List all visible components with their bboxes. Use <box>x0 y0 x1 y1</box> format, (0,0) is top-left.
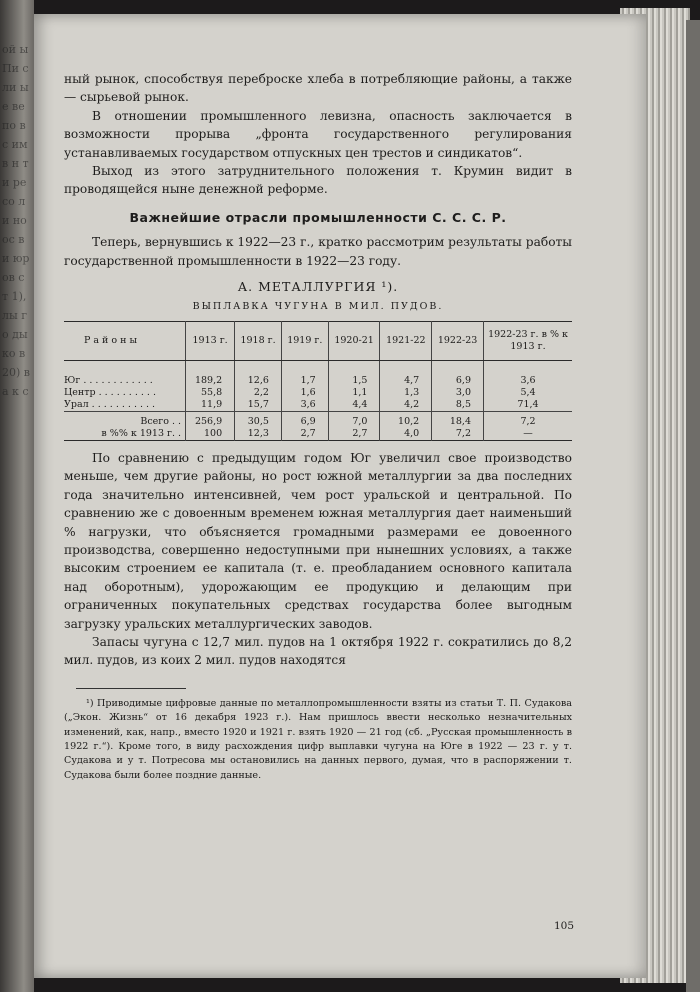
table-cell: Урал . . . . . . . . . . . <box>64 398 156 410</box>
intro-paragraph: Теперь, вернувшись к 1922—23 г., кратко рассмотрим результаты работы государственной промышленности в 1922—23 году. <box>64 235 572 268</box>
table-cell: 5,4 <box>484 387 573 399</box>
table-row <box>64 399 572 412</box>
table-cell: 1,3 <box>380 387 432 399</box>
table-cell: Всего . . <box>64 411 186 428</box>
table-cell: 12,3 <box>235 428 282 441</box>
table-cell: 10,2 <box>380 411 432 428</box>
page-content <box>64 70 572 783</box>
header-cell: 1920-21 <box>328 321 380 360</box>
table-cell: 3,6 <box>281 399 328 412</box>
header-cell: Районы <box>64 321 186 360</box>
table-cell: 100 <box>186 428 235 441</box>
left-page-edge <box>0 0 34 992</box>
table-cell: в %% к 1913 г. . <box>101 427 182 439</box>
table-cell: 7,2 <box>432 428 484 441</box>
table-cell: — <box>484 428 573 441</box>
table-cell: 3,0 <box>432 387 484 399</box>
table-header-row <box>64 321 572 360</box>
paragraph-3: Выход из этого затруднительного положения т. Крумин видит в проводящейся ныне денежной реформе. <box>64 164 572 197</box>
paragraph-2: В отношении промышленного левизна, опасность заключается в возможности прорыва „фронта государственного регулирования устанавливаемых государством отпускных цен трестов и синдикатов“. <box>64 108 572 160</box>
table-cell: 2,7 <box>281 428 328 441</box>
table-total-row <box>64 411 572 428</box>
table-cell: 189,2 <box>186 375 235 387</box>
table-cell: 4,2 <box>380 399 432 412</box>
pig-iron-table <box>64 321 572 441</box>
table-row <box>64 387 572 399</box>
header-cell: 1919 г. <box>281 321 328 360</box>
table-title: ВЫПЛАВКА ЧУГУНА В МИЛ. ПУДОВ. <box>192 301 444 313</box>
table-cell: 2,2 <box>235 387 282 399</box>
table-spacer <box>64 360 572 375</box>
table-cell: Центр . . . . . . . . . . <box>64 386 156 398</box>
section-title: Важнейшие отрасли промышленности С. С. С. Р. <box>129 209 507 225</box>
page-number: 105 <box>553 920 574 932</box>
table-cell: 30,5 <box>235 411 282 428</box>
table-cell: 6,9 <box>281 411 328 428</box>
table-cell: 8,5 <box>432 399 484 412</box>
paragraph-5: Запасы чугуна с 12,7 мил. пудов на 1 октября 1922 г. сократились до 8,2 мил. пудов, из коих 2 мил. пудов находятся <box>64 634 572 668</box>
table-cell: Юг . . . . . . . . . . . . <box>64 374 153 386</box>
footnote-text: ¹) Приводимые цифровые данные по металлопромышленности взяты из статьи Т. П. Судакова („Экон. Жизнь“ от 16 декабря 1923 г.). Нам пришлось ввести несколько незначительных изменений, как, напр., вместо 1920 и 1921 г. взять 1920 — 21 год (сб. „Русская промышленность в 1922 г.“). Кроме того, в виду расхождения цифр выплавки чугуна на Юге в 1922 — 23 г. у т. Судакова и у т. Потресова мы остановились на данных первого, думая, что в распоряжении т. Судакова были более поздние данные. <box>64 697 572 781</box>
table-cell: 1,1 <box>328 387 380 399</box>
header-cell: 1922-23 г. в % к 1913 г. <box>484 321 573 360</box>
table-cell: 256,9 <box>186 411 235 428</box>
left-page-text: ой ы Пи сли ые ве по в с им в н ти ре со ли но ос в и юр ов ст 1), лы го ды ко в 20) ва к с <box>2 43 30 398</box>
footnote-rule <box>76 688 186 689</box>
book-page <box>34 14 646 978</box>
table-cell: 3,6 <box>484 375 573 387</box>
header-cell: 1918 г. <box>235 321 282 360</box>
paragraph-1: ный рынок, способствуя переброске хлеба в потребляющие районы, а также — сырьевой рынок. <box>64 72 572 105</box>
subsection-title: А. МЕТАЛЛУРГИЯ ¹). <box>237 279 399 295</box>
table-cell: 6,9 <box>432 375 484 387</box>
table-percent-row <box>64 428 572 441</box>
table-cell: 2,7 <box>328 428 380 441</box>
table-cell: 4,0 <box>380 428 432 441</box>
footnote <box>64 697 572 783</box>
table-cell: 1,5 <box>328 375 380 387</box>
table-cell: 11,9 <box>186 399 235 412</box>
table-cell: 4,7 <box>380 375 432 387</box>
page-stack-shadow <box>686 20 700 992</box>
table-cell: 7,2 <box>484 411 573 428</box>
table-cell: 12,6 <box>235 375 282 387</box>
header-cell: 1921-22 <box>380 321 432 360</box>
table-cell: 1,7 <box>281 375 328 387</box>
header-cell: 1922-23 <box>432 321 484 360</box>
table-cell: 71,4 <box>484 399 573 412</box>
table-cell: 55,8 <box>186 387 235 399</box>
paragraph-4: По сравнению с предыдущим годом Юг увеличил свое производство меньше, чем другие районы, но рост южной металлургии за два последних года значительно интенсивней, чем рост уральской и центральной. По сравнению же с довоенным временем южная металлургия дает наименьший % нагрузки, что объясняется громадными размерами ее довоенного производства, совершенно недоступными при нынешних условиях, а также высоким строением ее капитала (т. е. преобладанием основного капитала над оборотным), удорожающим ее продукцию и делающим при ограниченных покупательных средствах государства более выгодным загрузку уральских металлургических заводов. <box>64 450 572 631</box>
table-cell: 1,6 <box>281 387 328 399</box>
table-row <box>64 375 572 387</box>
table-cell: 7,0 <box>328 411 380 428</box>
table-cell: 18,4 <box>432 411 484 428</box>
table-cell: 15,7 <box>235 399 282 412</box>
header-cell: 1913 г. <box>186 321 235 360</box>
table-cell: 4,4 <box>328 399 380 412</box>
